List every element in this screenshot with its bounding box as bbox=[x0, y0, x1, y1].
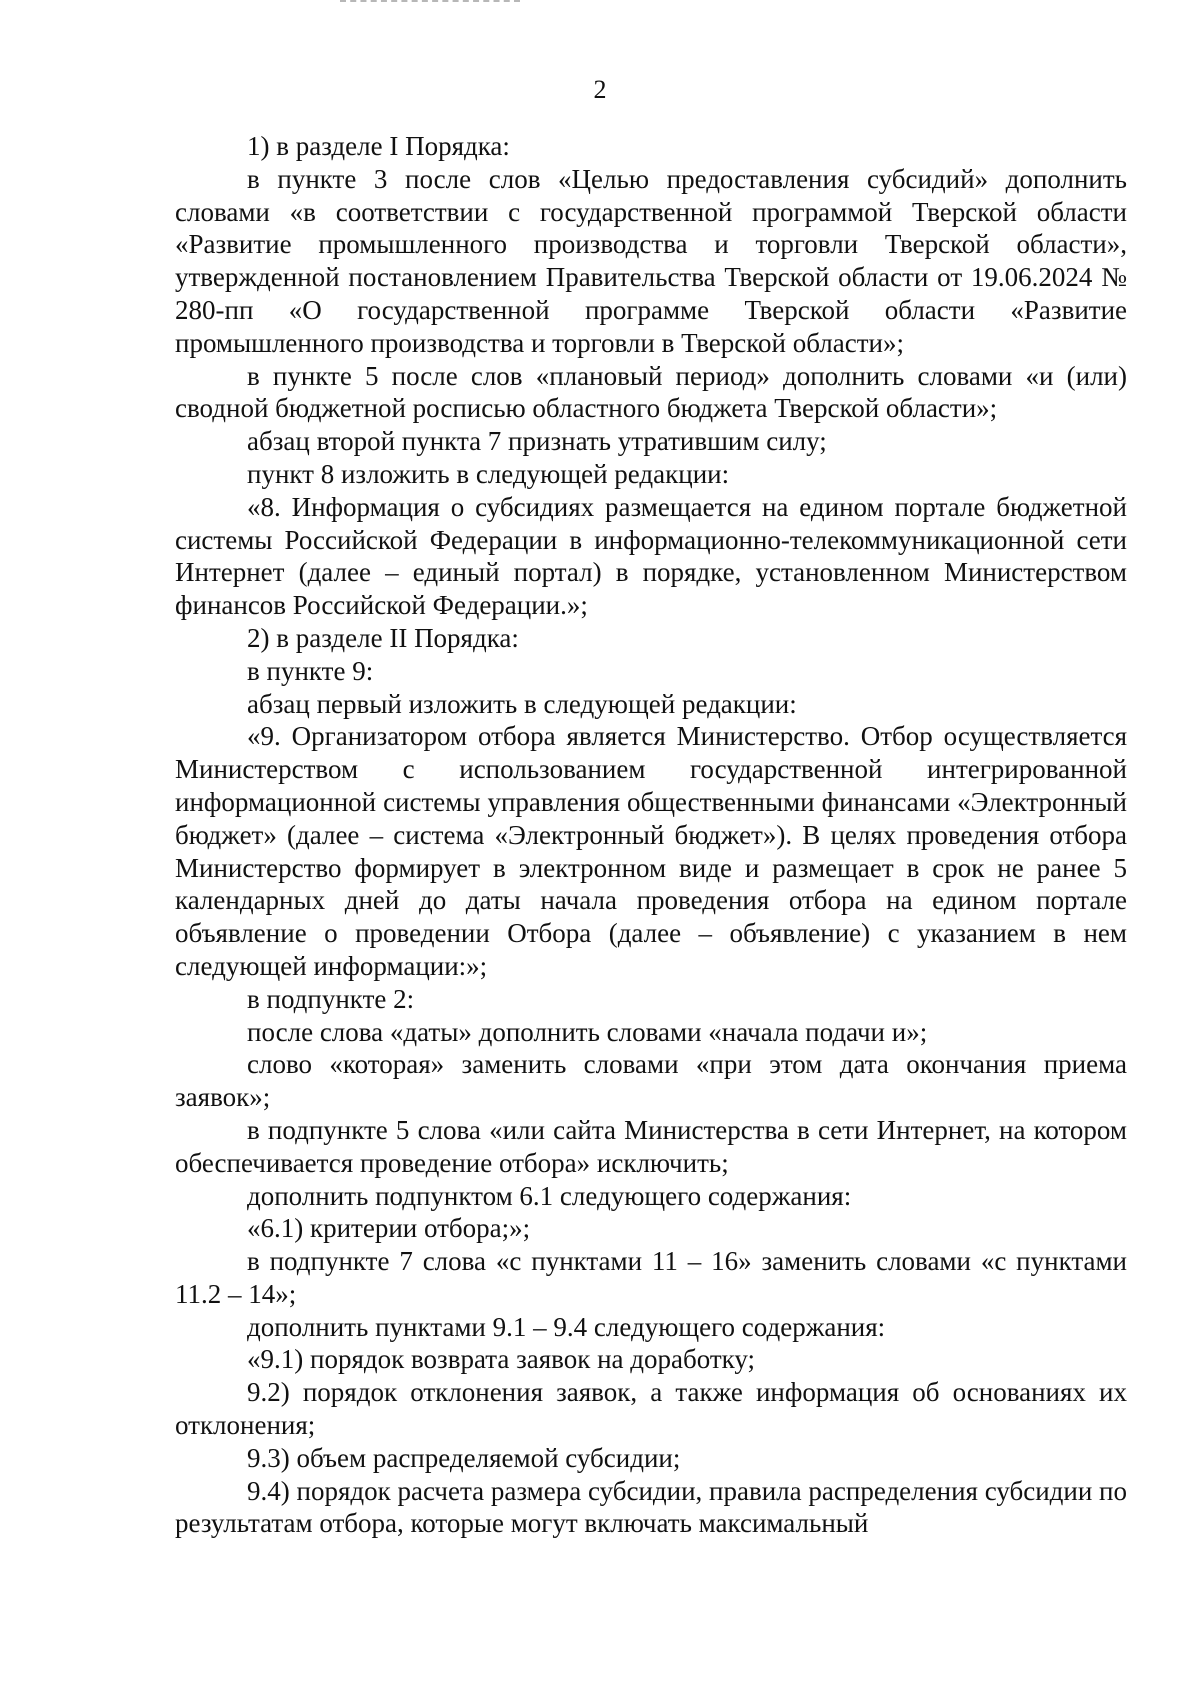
paragraph: дополнить подпунктом 6.1 следующего содержания: bbox=[247, 1180, 852, 1211]
scan-artifact bbox=[340, 0, 520, 4]
paragraph: «9. Организатором отбора является Министерство. Отбор осуществляется Министерством с использованием государственной интегрированной информационной системы управления общественными финансами «Электронный бюджет» (далее – система «Электронный бюджет»). В целях проведения отбора Министерство формирует в электронном виде и размещает в срок не ранее 5 календарных дней до даты начала проведения отбора на едином портале объявление о проведении Отбора (далее – объявление) с указанием в нем следующей информации:»; bbox=[175, 721, 1127, 981]
paragraph: в пункте 5 после слов «плановый период» дополнить словами «и (или) сводной бюджетной росписью областного бюджета Тверской области»; bbox=[175, 360, 1127, 424]
paragraph: в подпункте 7 слова «с пунктами 11 – 16» заменить словами «с пунктами 11.2 – 14»; bbox=[175, 1246, 1127, 1309]
paragraph: после слова «даты» дополнить словами «начала подачи и»; bbox=[247, 1016, 928, 1047]
paragraph: абзац первый изложить в следующей редакции: bbox=[247, 688, 797, 719]
paragraph: абзац второй пункта 7 признать утратившим силу; bbox=[247, 426, 827, 457]
paragraph: в подпункте 2: bbox=[247, 983, 415, 1014]
paragraph: дополнить пунктами 9.1 – 9.4 следующего содержания: bbox=[247, 1311, 886, 1342]
paragraph: пункт 8 изложить в следующей редакции: bbox=[247, 458, 730, 489]
page-number: 2 bbox=[593, 75, 607, 104]
paragraph: в подпункте 5 слова «или сайта Министерства в сети Интернет, на котором обеспечивается проведение отбора» исключить; bbox=[175, 1114, 1127, 1178]
paragraph: в пункте 3 после слов «Целью предоставления субсидий» дополнить словами «в соответствии с государственной программой Тверской области «Развитие промышленного производства и торговли Тверской области», утвержденной постановлением Правительства Тверской области от 19.06.2024 № 280-пп «О государственной программе Тверской области «Развитие промышленного производства и торговли в Тверской области»; bbox=[175, 163, 1127, 358]
paragraph: 9.2) порядок отклонения заявок, а также информация об основаниях их отклонения; bbox=[175, 1377, 1127, 1441]
paragraph: слово «которая» заменить словами «при этом дата окончания приема заявок»; bbox=[175, 1049, 1127, 1113]
paragraph: 2) в разделе II Порядка: bbox=[247, 622, 519, 653]
paragraph: «6.1) критерии отбора;»; bbox=[247, 1213, 531, 1244]
paragraph: «8. Информация о субсидиях размещается на едином портале бюджетной системы Российской Федерации в информационно-телекоммуникационной сети Интернет (далее – единый портал) в порядке, установленном Министерством финансов Российской Федерации.»; bbox=[175, 491, 1127, 621]
paragraph: 9.3) объем распределяемой субсидии; bbox=[247, 1442, 681, 1473]
paragraph: 1) в разделе I Порядка: bbox=[247, 131, 510, 161]
paragraph: 9.4) порядок расчета размера субсидии, правила распределения субсидии по результатам отбора, которые могут включать максимальный bbox=[175, 1475, 1127, 1539]
document-body bbox=[175, 130, 1127, 1540]
paragraph: в пункте 9: bbox=[247, 655, 374, 686]
paragraph: «9.1) порядок возврата заявок на доработку; bbox=[247, 1344, 756, 1375]
